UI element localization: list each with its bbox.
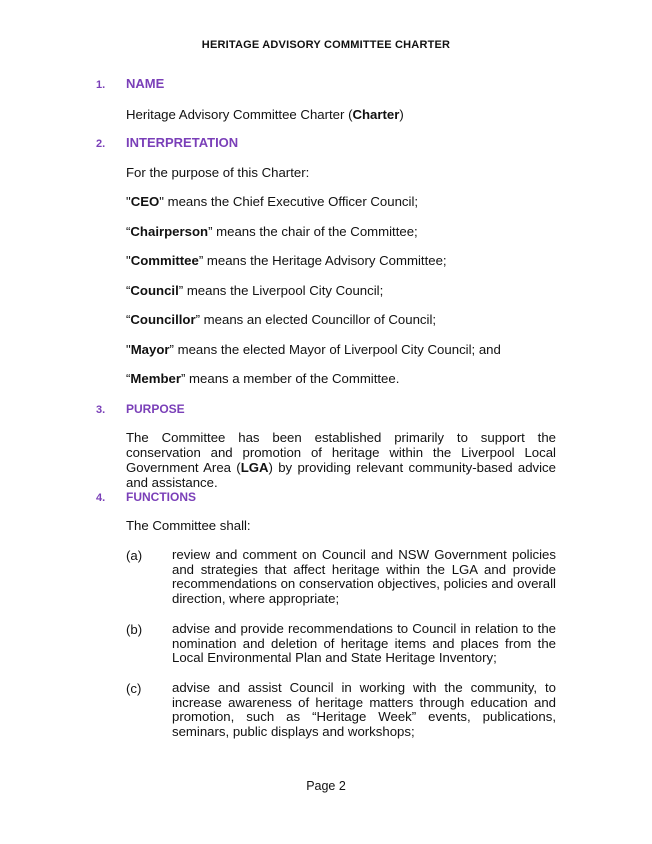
section-number: 3. <box>96 404 106 416</box>
list-item-label: (c) <box>126 681 142 696</box>
definition-mayor: "Mayor” means the elected Mayor of Liverpool City Council; and <box>126 342 501 357</box>
list-item-text: review and comment on Council and NSW Government policies and strategies that affect heritage within the LGA and provide recommendations on conservation objectives, policies and overall direction, where appropriate; <box>172 547 556 606</box>
list-item-label: (b) <box>126 622 143 637</box>
interpretation-intro: For the purpose of this Charter: <box>126 165 310 180</box>
definition-ceo: "CEO" means the Chief Executive Officer Council; <box>126 194 419 209</box>
definition-council: “Council” means the Liverpool City Council; <box>126 283 384 298</box>
name-paragraph: Heritage Advisory Committee Charter (Charter) <box>126 107 404 122</box>
section-heading-functions <box>96 489 196 504</box>
defined-term: LGA <box>240 460 269 475</box>
definition-chairperson: “Chairperson” means the chair of the Committee; <box>126 224 418 239</box>
definition-councillor: “Councillor” means an elected Councillor of Council; <box>126 312 437 327</box>
list-item-text: advise and provide recommendations to Council in relation to the nomination and deletion of heritage items and places from the Local Environmental Plan and State Heritage Inventory; <box>172 621 556 666</box>
list-item-text: advise and assist Council in working with the community, to increase awareness of heritage matters through education and promotion, such as “Heritage Week” events, publications, seminars, public displays and workshops; <box>172 680 556 739</box>
section-heading-purpose <box>96 401 185 416</box>
section-number: 2. <box>96 138 106 150</box>
document-title: HERITAGE ADVISORY COMMITTEE CHARTER <box>201 39 451 51</box>
section-title: NAME <box>126 76 165 91</box>
section-number: 1. <box>96 79 106 91</box>
definition-committee: "Committee” means the Heritage Advisory Committee; <box>126 253 447 268</box>
purpose-paragraph: The Committee has been established primarily to support the conservation and promotion of heritage within the Liverpool Local Government Area (LGA) by providing relevant community-based advice and assistance. <box>126 430 556 490</box>
section-heading-interpretation <box>96 135 238 150</box>
section-title: FUNCTIONS <box>126 490 196 504</box>
defined-term: Charter <box>352 107 400 122</box>
definition-member: “Member” means a member of the Committee. <box>126 371 400 386</box>
page-number: Page 2 <box>306 779 346 793</box>
section-number: 4. <box>96 492 106 504</box>
section-title: PURPOSE <box>126 402 185 416</box>
section-title: INTERPRETATION <box>126 135 239 150</box>
list-item-label: (a) <box>126 548 143 563</box>
section-heading-name <box>96 76 164 91</box>
functions-intro: The Committee shall: <box>126 518 251 533</box>
